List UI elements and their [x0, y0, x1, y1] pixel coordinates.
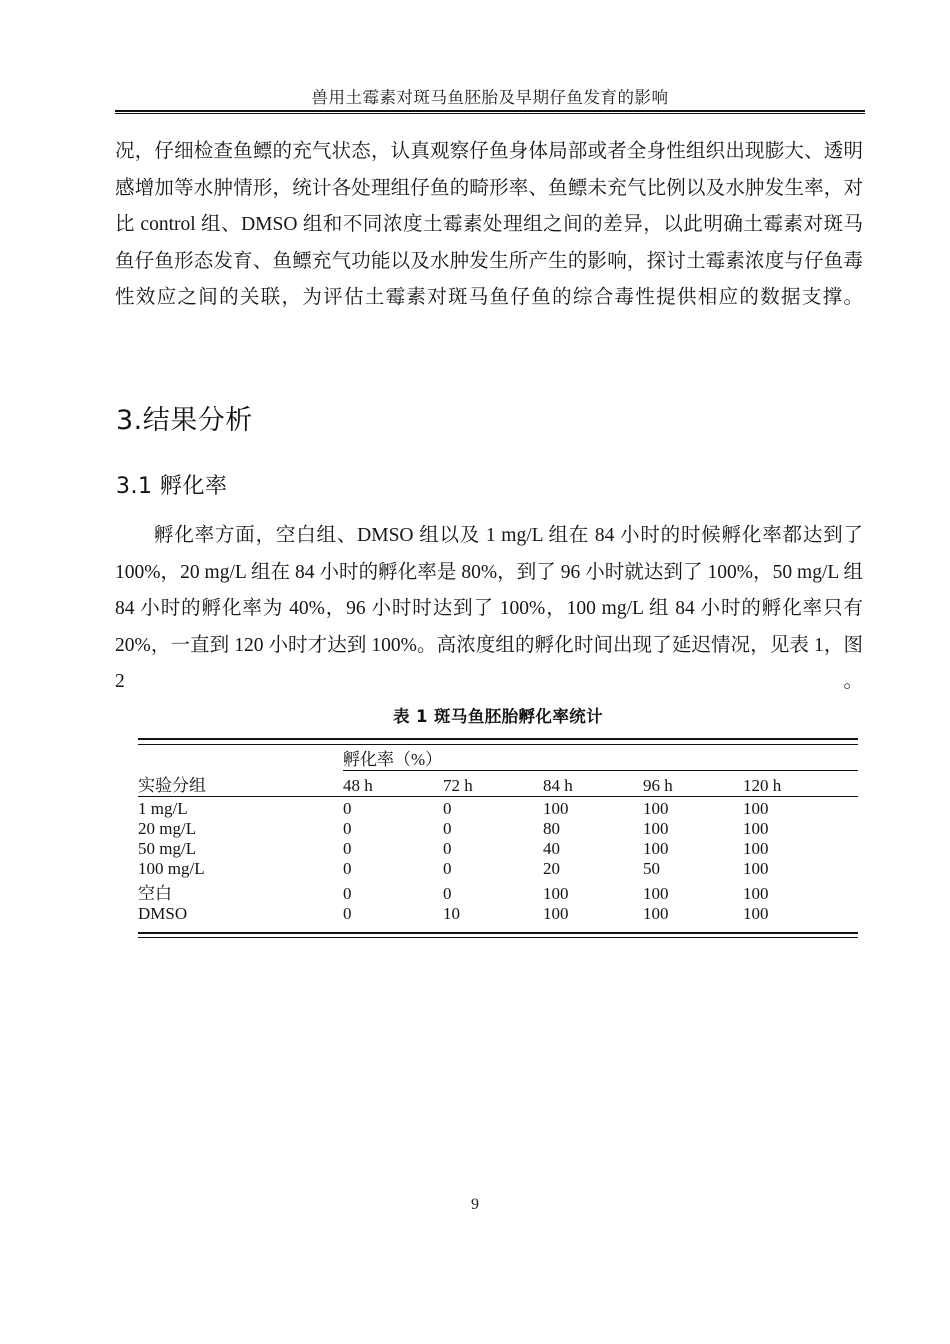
- cell-72h: 0: [443, 798, 452, 818]
- cell-group: 50 mg/L: [138, 838, 197, 858]
- cell-84h: 100: [543, 883, 569, 903]
- cell-group: 空白: [138, 883, 172, 903]
- page-number: 9: [471, 1196, 479, 1213]
- cell-72h: 0: [443, 818, 452, 838]
- table-body: [138, 799, 858, 938]
- running-header: 兽用土霉素对斑马鱼胚胎及早期仔鱼发育的影响: [311, 88, 669, 107]
- cell-84h: 100: [543, 798, 569, 818]
- cell-48h: 0: [343, 838, 352, 858]
- cell-120h: 100: [743, 858, 769, 878]
- cell-group: 1 mg/L: [138, 798, 188, 818]
- table-column-header-row: [138, 771, 858, 797]
- table-bottom-gap: [138, 924, 858, 933]
- column-header-96h: 96 h: [643, 776, 673, 796]
- cell-96h: 100: [643, 798, 669, 818]
- cell-48h: 0: [343, 818, 352, 838]
- cell-96h: 100: [643, 818, 669, 838]
- cell-48h: 0: [343, 903, 352, 923]
- table-row: [138, 879, 858, 904]
- cell-84h: 20: [543, 858, 560, 878]
- cell-96h: 50: [643, 858, 660, 878]
- table-bottom-rule: [138, 933, 858, 938]
- cell-group: 100 mg/L: [138, 858, 205, 878]
- cell-84h: 40: [543, 838, 560, 858]
- column-header-72h: 72 h: [443, 776, 473, 796]
- cell-120h: 100: [743, 883, 769, 903]
- cell-48h: 0: [343, 883, 352, 903]
- hatch-rate-table-wrapper: [138, 738, 858, 938]
- cell-group: DMSO: [138, 903, 188, 923]
- cell-96h: 100: [643, 838, 669, 858]
- hatch-rate-table: [138, 738, 858, 938]
- table-span-header-row: [138, 744, 858, 770]
- table-row: [138, 859, 858, 879]
- cell-120h: 100: [743, 798, 769, 818]
- span-header-hatch-rate: 孵化率（%）: [343, 749, 443, 769]
- column-header-84h: 84 h: [543, 776, 573, 796]
- cell-48h: 0: [343, 798, 352, 818]
- table-caption: 表 1 斑马鱼胚胎孵化率统计: [392, 707, 604, 726]
- table-head: [138, 739, 858, 799]
- cell-72h: 10: [443, 903, 460, 923]
- paragraph-intro-block: [115, 134, 863, 354]
- cell-72h: 0: [443, 858, 452, 878]
- section-heading-results: 3.结果分析: [116, 405, 253, 436]
- table-bottom-gap-row: [138, 924, 858, 933]
- cell-120h: 100: [743, 818, 769, 838]
- cell-72h: 0: [443, 883, 452, 903]
- cell-84h: 100: [543, 903, 569, 923]
- table-row: [138, 904, 858, 924]
- cell-72h: 0: [443, 838, 452, 858]
- paragraph-hatch-rate: 孵化率方面，空白组、DMSO 组以及 1 mg/L 组在 84 小时的时候孵化率都达到了 100%，20 mg/L 组在 84 小时的孵化率是 80%，到了 96 小时就达到了 100%，50 mg/L 组 84 小时的孵化率为 40%，96 小时时达到了 100%，100 mg/L 组 84 小时的孵化率只有 20%，一直到 120 小时才达到 100%。高浓度组的孵化时间出现了延迟情况，见表 1，图 2。: [115, 525, 863, 693]
- cell-96h: 100: [643, 883, 669, 903]
- running-header-rule: [115, 110, 865, 114]
- cell-84h: 80: [543, 818, 560, 838]
- cell-48h: 0: [343, 858, 352, 878]
- cell-120h: 100: [743, 838, 769, 858]
- subsection-heading-hatch-rate: 3.1 孵化率: [116, 474, 228, 499]
- cell-120h: 100: [743, 903, 769, 923]
- column-header-group: 实验分组: [138, 776, 206, 796]
- column-header-48h: 48 h: [343, 776, 373, 796]
- column-header-120h: 120 h: [743, 776, 782, 796]
- cell-96h: 100: [643, 903, 669, 923]
- table-row: [138, 839, 858, 859]
- table-rule-bottom-row: [138, 933, 858, 938]
- paragraph-intro: 况，仔细检查鱼鳔的充气状态，认真观察仔鱼身体局部或者全身性组织出现膨大、透明感增加等水肿情形，统计各处理组仔鱼的畸形率、鱼鳔未充气比例以及水肿发生率，对比 control 组、DMSO 组和不同浓度土霉素处理组之间的差异，以此明确土霉素对斑马鱼仔鱼形态发育、鱼鳔充气功能以及水肿发生所产生的影响，探讨土霉素浓度与仔鱼毒性效应之间的关联，为评估土霉素对斑马鱼仔鱼的综合毒性提供相应的数据支撑。: [115, 141, 863, 309]
- table-row: [138, 799, 858, 819]
- span-header-spacer: [138, 744, 343, 770]
- cell-group: 20 mg/L: [138, 818, 197, 838]
- table-row: [138, 819, 858, 839]
